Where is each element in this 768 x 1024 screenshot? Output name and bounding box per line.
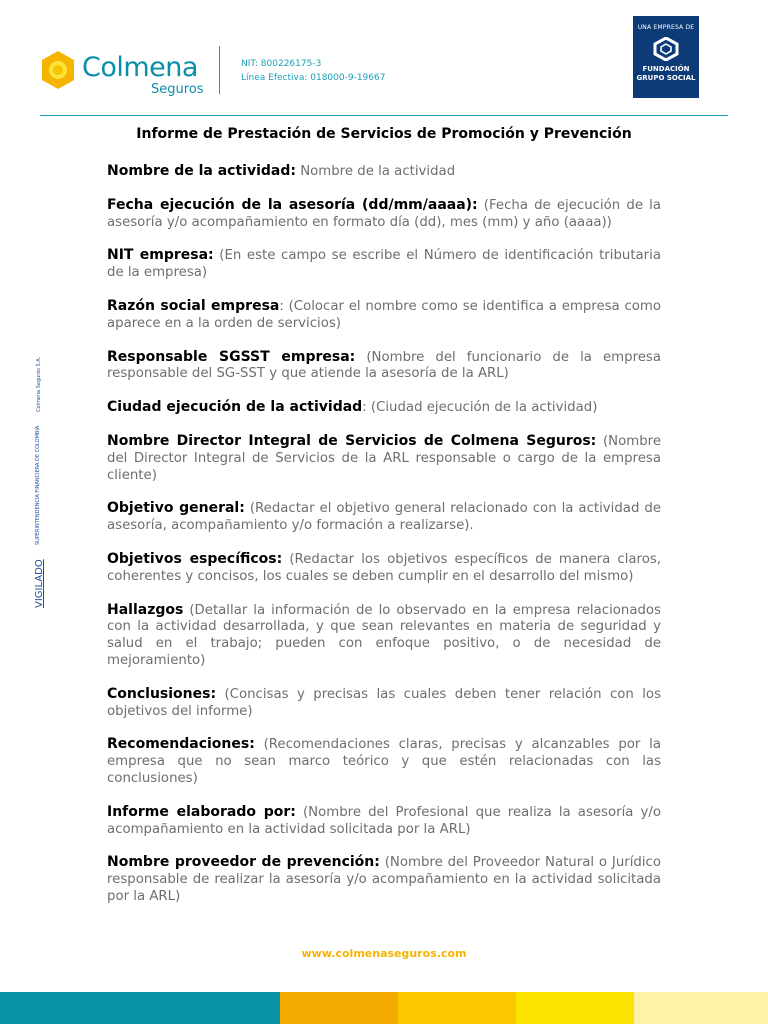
section-label: Ciudad ejecución de la actividad bbox=[107, 399, 363, 416]
section-label: Conclusiones: bbox=[107, 685, 217, 702]
section-text: (En este campo se escribe el Número de identificación tributaria de la empresa) bbox=[107, 248, 661, 281]
section-fecha-ejecucion bbox=[107, 197, 661, 232]
linea-efectiva-text: Línea Efectiva: 018000-9-19667 bbox=[241, 73, 386, 83]
footer-bar-yellow bbox=[516, 992, 634, 1024]
section-text: : (Colocar el nombre como se identifica a empresa como aparece en a la orden de servicios) bbox=[107, 298, 661, 331]
section-text: (Nombre del funcionario de la empresa responsable del SG-SST y que atiende la asesoría de la ARL) bbox=[107, 349, 661, 382]
footer-bar-gold bbox=[398, 992, 516, 1024]
section-text: (Redactar el objetivo general relacionado con la actividad de asesoría, acompañamiento y/o formación a realizarse). bbox=[107, 501, 662, 534]
section-text: (Concisas y precisas las cuales deben tener relación con los objetivos del informe) bbox=[107, 686, 661, 719]
section-responsable-sgsst bbox=[107, 349, 661, 384]
document-title: Informe de Prestación de Servicios de Promoción y Prevención bbox=[136, 126, 632, 142]
section-label: Informe elaborado por: bbox=[107, 803, 296, 820]
footer-bar-orange bbox=[280, 992, 398, 1024]
section-nombre-actividad bbox=[107, 163, 661, 181]
superintendencia-label: SUPERINTENDENCIA FINANCIERA DE COLOMBIA bbox=[35, 425, 41, 545]
hexagon-outline-icon bbox=[653, 37, 679, 61]
side-company-label: Colmena Seguros S.A. bbox=[36, 356, 42, 412]
section-label: Hallazgos bbox=[107, 601, 184, 618]
section-label: Objetivo general: bbox=[107, 500, 245, 517]
section-recomendaciones bbox=[107, 736, 661, 787]
section-label: Responsable SGSST empresa: bbox=[107, 348, 356, 365]
footer-color-bar bbox=[0, 992, 768, 1024]
section-objetivo-general bbox=[107, 500, 661, 535]
section-proveedor-prevencion bbox=[107, 854, 661, 905]
section-conclusiones bbox=[107, 686, 661, 721]
report-sections bbox=[107, 163, 661, 906]
section-text: (Nombre del Profesional que realiza la asesoría y/o acompañamiento en la actividad solicitada por la ARL) bbox=[107, 804, 662, 837]
header-divider bbox=[219, 46, 220, 94]
section-label: Razón social empresa bbox=[107, 297, 280, 314]
colmena-hexagon-icon bbox=[40, 50, 76, 90]
section-informe-elaborado bbox=[107, 804, 661, 839]
section-objetivos-especificos bbox=[107, 551, 661, 586]
section-label: NIT empresa: bbox=[107, 247, 214, 264]
section-label: Nombre Director Integral de Servicios de Colmena Seguros: bbox=[107, 432, 597, 449]
header-rule bbox=[40, 115, 728, 116]
logo-name: Colmena bbox=[82, 52, 198, 83]
section-razon-social bbox=[107, 298, 661, 333]
colmena-logo bbox=[40, 48, 210, 100]
website-link[interactable]: www.colmenaseguros.com bbox=[301, 947, 467, 960]
section-label: Nombre de la actividad: bbox=[107, 163, 296, 179]
section-label: Nombre proveedor de prevención: bbox=[107, 854, 380, 871]
badge-top-text: UNA EMPRESA DE bbox=[637, 24, 695, 31]
section-label: Fecha ejecución de la asesoría (dd/mm/aaaa): bbox=[107, 196, 478, 213]
section-ciudad-ejecucion bbox=[107, 399, 661, 417]
company-contact-info bbox=[241, 57, 385, 85]
section-text: (Fecha de ejecución de la asesoría y/o acompañamiento en formato día (dd), mes (mm) y año (aaaa)) bbox=[107, 197, 661, 230]
footer-bar-teal bbox=[0, 992, 280, 1024]
fundacion-grupo-social-badge bbox=[633, 16, 699, 98]
section-text: (Detallar la información de lo observado en la empresa relacionados con la actividad desarrollada, y que sean relevantes en materia de seguridad y salud en el trabajo; pueden con enfoque positivo, o de necesidad de mejoramiento) bbox=[107, 602, 661, 668]
section-text: (Nombre del Director Integral de Servicios de la ARL responsable o cargo de la empresa cliente) bbox=[107, 433, 662, 483]
section-text: (Nombre del Proveedor Natural o Jurídico responsable de realizar la asesoría y/o acompañamiento en la actividad solicitada por la ARL) bbox=[107, 855, 661, 904]
section-label: Objetivos específicos: bbox=[107, 550, 283, 567]
section-nit-empresa bbox=[107, 247, 661, 282]
vigilado-label: VIGILADO bbox=[34, 559, 45, 608]
section-hallazgos bbox=[107, 602, 661, 670]
nit-text: NIT: 800226175-3 bbox=[241, 59, 322, 69]
section-director-integral bbox=[107, 433, 661, 484]
badge-line-2: GRUPO SOCIAL bbox=[636, 74, 696, 82]
badge-line-1: FUNDACIÓN bbox=[642, 65, 690, 73]
section-label: Recomendaciones: bbox=[107, 736, 255, 753]
logo-subtitle: Seguros bbox=[151, 82, 204, 97]
footer-bar-pale bbox=[634, 992, 768, 1024]
section-text: (Recomendaciones claras, precisas y alcanzables por la empresa que no sean marco teórico y que estén relacionadas con las conclusiones) bbox=[107, 737, 661, 786]
section-text: Nombre de la actividad bbox=[295, 164, 456, 179]
side-vigilado bbox=[34, 560, 48, 608]
section-text: : (Ciudad ejecución de la actividad) bbox=[362, 400, 598, 416]
section-text: (Redactar los objetivos específicos de manera claros, coherentes y concisos, los cuales se deben cumplir en el desarrollo del mismo) bbox=[107, 551, 661, 584]
